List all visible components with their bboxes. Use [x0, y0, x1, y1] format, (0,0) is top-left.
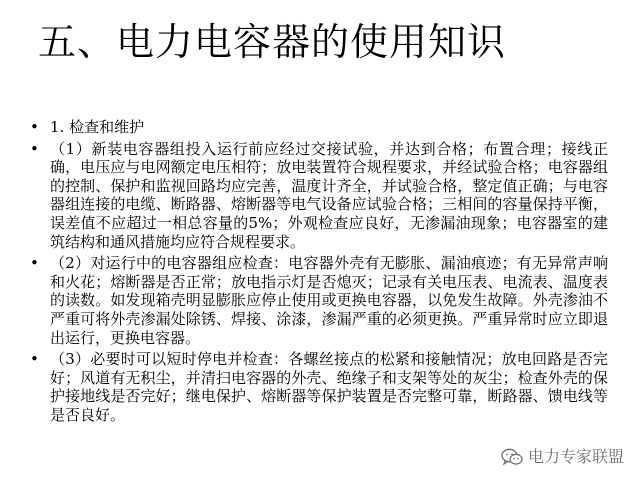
watermark-text: 电力专家联盟 — [527, 447, 624, 466]
bullet-text: （3）必要时可以短时停电并检查：各螺丝接点的松紧和接触情况；放电回路是否完好；风道有无积尘，并清扫电容器的外壳、绝缘子和支架等处的灰尘；检查外壳的保护接地线是否完好；继电保护、熔断器等保护装置是否完整可靠，断路器、馈电线等是否良好。 — [50, 350, 608, 424]
wechat-icon — [501, 448, 523, 466]
bullet-marker: • — [30, 118, 39, 136]
watermark — [499, 446, 626, 468]
bullet-item-1 — [30, 140, 608, 252]
slide-title: 五、电力电容器的使用知识 — [38, 20, 507, 64]
bullet-item-2 — [30, 254, 608, 347]
bullet-marker: • — [30, 254, 39, 273]
bullet-list — [30, 118, 608, 425]
bullet-text: （2）对运行中的电容器组应检查：电容器外壳有无膨胀、漏油痕迹；有无异常声响和火花；熔断器是否正常；放电指示灯是否熄灭；记录有关电压表、电流表、温度表的读数。如发现箱壳明显膨胀应停止使用或更换电容器，以免发生故障。外壳渗油不严重可将外壳渗漏处除锈、焊接、涂漆，渗漏严重的必须更换。严重异常时应立即退出运行，更换电容器。 — [50, 254, 608, 347]
bullet-item-3 — [30, 350, 608, 424]
bullet-marker: • — [30, 139, 39, 158]
bullet-text: （1）新装电容器组投入运行前应经过交接试验，并达到合格；布置合理；接线正确，电压应与电网额定电压相符；放电装置符合规程要求，并经试验合格；电容器组的控制、保护和监视回路均应完善，温度计齐全，并试验合格，整定值正确；与电容器组连接的电缆、断路器、熔断器等电气设备应试验合格；三相间的容量保持平衡，误差值不应超过一相总容量的5%；外观检查应良好，无渗漏油现象；电容器室的建筑结构和通风措施均应符合规程要求。 — [50, 139, 608, 251]
bullet-text: 1. 检查和维护 — [50, 118, 145, 136]
bullet-marker: • — [30, 350, 39, 369]
bullet-item-heading — [30, 118, 608, 137]
